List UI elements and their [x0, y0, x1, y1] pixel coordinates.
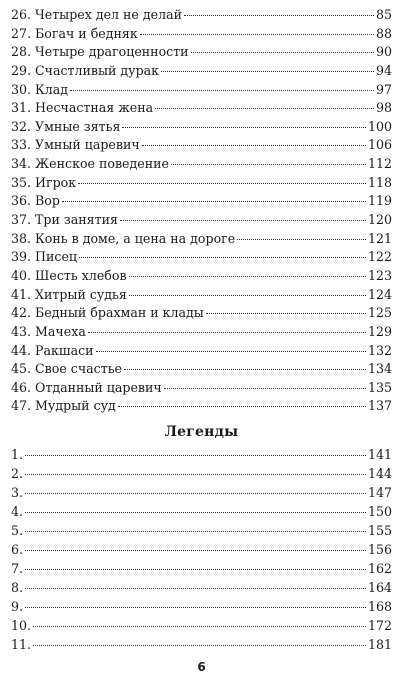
dot-leader	[88, 332, 366, 333]
toc-entry	[11, 25, 392, 44]
toc-entry-title: 11.	[11, 637, 32, 652]
toc-entry-title: 9.	[11, 599, 24, 614]
toc-entry-page: 147	[367, 485, 392, 500]
dot-leader	[206, 313, 366, 314]
toc-entry-page: 118	[367, 174, 392, 190]
toc-entry-title: 41. Хитрый судья	[11, 286, 127, 302]
toc-entry	[11, 174, 392, 193]
toc-entry	[11, 616, 392, 635]
toc-entry-title: 47. Мудрый суд	[11, 398, 116, 414]
dot-leader	[129, 295, 366, 296]
toc-entry	[11, 635, 392, 654]
dot-leader	[33, 645, 366, 646]
toc-entry	[11, 502, 392, 521]
dot-leader	[140, 34, 374, 35]
toc-entry-page: 150	[367, 504, 392, 519]
dot-leader	[78, 183, 366, 184]
toc-stories-list	[11, 6, 392, 416]
toc-entry	[11, 6, 392, 25]
toc-entry-title: 5.	[11, 523, 24, 538]
toc-entry	[11, 43, 392, 62]
toc-entry-title: 27. Богач и бедняк	[11, 25, 138, 41]
toc-entry	[11, 230, 392, 249]
toc-entry-title: 45. Свое счастье	[11, 361, 123, 377]
toc-entry	[11, 304, 392, 323]
toc-entry-title: 34. Женское поведение	[11, 156, 169, 172]
dot-leader	[164, 388, 366, 389]
toc-entry-page: 181	[367, 637, 392, 652]
toc-entry-title: 3.	[11, 485, 24, 500]
toc-entry-title: 40. Шесть хлебов	[11, 267, 127, 283]
toc-entry-title: 31. Несчастная жена	[11, 100, 154, 116]
toc-entry-page: 106	[367, 137, 392, 153]
toc-entry-page: 125	[367, 305, 392, 321]
dot-leader	[122, 127, 366, 128]
toc-entry-title: 2.	[11, 466, 24, 481]
toc-entry	[11, 323, 392, 342]
toc-entry-title: 30. Клад	[11, 81, 69, 97]
toc-entry-title: 28. Четыре драгоценности	[11, 44, 189, 60]
toc-entry-page: 164	[367, 580, 392, 595]
toc-entry-title: 32. Умные зятья	[11, 118, 121, 134]
toc-entry-page: 172	[367, 618, 392, 633]
toc-entry-title: 33. Умный царевич	[11, 137, 140, 153]
toc-entry	[11, 578, 392, 597]
toc-entry	[11, 81, 392, 100]
dot-leader	[129, 276, 366, 277]
toc-entry-page: 141	[367, 447, 392, 462]
dot-leader	[142, 145, 366, 146]
page-number: 6	[197, 660, 206, 674]
toc-entry-page: 132	[367, 342, 392, 358]
toc-entry-page: 98	[375, 100, 392, 116]
dot-leader	[155, 108, 374, 109]
dot-leader	[191, 52, 374, 53]
toc-entry-page: 155	[367, 523, 392, 538]
toc-entry	[11, 286, 392, 305]
toc-entry	[11, 248, 392, 267]
section-heading-legends: Легенды	[164, 424, 239, 440]
toc-entry-page: 120	[367, 212, 392, 228]
toc-entry	[11, 192, 392, 211]
toc-entry	[11, 540, 392, 559]
toc-entry-page: 135	[367, 379, 392, 395]
dot-leader	[25, 569, 366, 570]
toc-entry-title: 39. Писец	[11, 249, 78, 265]
toc-entry-page: 85	[375, 7, 392, 22]
dot-leader	[25, 474, 366, 475]
toc-entry	[11, 397, 392, 416]
dot-leader	[237, 239, 366, 240]
toc-entry-title: 35. Игрок	[11, 174, 77, 190]
toc-entry-page: 168	[367, 599, 392, 614]
dot-leader	[124, 369, 366, 370]
toc-entry-page: 129	[367, 323, 392, 339]
toc-entry-title: 6.	[11, 542, 24, 557]
toc-entry-title: 44. Ракшаси	[11, 342, 94, 358]
toc-entry	[11, 99, 392, 118]
toc-entry-title: 38. Конь в доме, а цена на дороге	[11, 230, 236, 246]
dot-leader	[62, 201, 366, 202]
toc-entry-page: 90	[375, 44, 392, 60]
toc-entry-title: 26. Четырех дел не делай	[11, 7, 182, 22]
dot-leader	[79, 257, 366, 258]
dot-leader	[25, 588, 366, 589]
toc-entry	[11, 445, 392, 464]
toc-entry-title: 42. Бедный брахман и клады	[11, 305, 204, 321]
toc-entry-title: 46. Отданный царевич	[11, 379, 162, 395]
toc-entry-page: 97	[375, 81, 392, 97]
toc-entry	[11, 559, 392, 578]
toc-entry-page: 88	[375, 25, 392, 41]
toc-entry	[11, 118, 392, 137]
toc-entry-title: 1.	[11, 447, 24, 462]
toc-entry-page: 123	[367, 267, 392, 283]
toc-entry-page: 119	[367, 193, 392, 209]
toc-entry-page: 100	[367, 118, 392, 134]
toc-entry	[11, 62, 392, 81]
dot-leader	[25, 531, 366, 532]
toc-entry-title: 7.	[11, 561, 24, 576]
dot-leader	[25, 512, 366, 513]
dot-leader	[161, 71, 374, 72]
dot-leader	[96, 351, 366, 352]
toc-entry-page: 94	[375, 62, 392, 78]
toc-entry-title: 37. Три занятия	[11, 212, 118, 228]
toc-entry-page: 112	[367, 156, 392, 172]
dot-leader	[25, 607, 366, 608]
dot-leader	[171, 164, 366, 165]
toc-entry-page: 122	[367, 249, 392, 265]
toc-entry	[11, 483, 392, 502]
dot-leader	[118, 406, 366, 407]
toc-entry-page: 144	[367, 466, 392, 481]
dot-leader	[25, 493, 366, 494]
toc-entry	[11, 379, 392, 398]
toc-entry	[11, 267, 392, 286]
toc-entry-title: 8.	[11, 580, 24, 595]
toc-entry	[11, 521, 392, 540]
toc-entry	[11, 342, 392, 361]
dot-leader	[184, 15, 374, 16]
toc-entry	[11, 464, 392, 483]
toc-entry-page: 124	[367, 286, 392, 302]
toc-entry-page: 137	[367, 398, 392, 414]
dot-leader	[120, 220, 366, 221]
toc-entry-title: 29. Счастливый дурак	[11, 62, 160, 78]
toc-entry	[11, 597, 392, 616]
toc-entry-page: 121	[367, 230, 392, 246]
toc-entry-page: 156	[367, 542, 392, 557]
toc-entry	[11, 211, 392, 230]
toc-entry-title: 43. Мачеха	[11, 323, 86, 339]
toc-entry-title: 10.	[11, 618, 32, 633]
dot-leader	[25, 550, 366, 551]
toc-entry-title: 36. Вор	[11, 193, 60, 209]
toc-entry	[11, 136, 392, 155]
toc-entry-page: 134	[367, 361, 392, 377]
dot-leader	[33, 626, 366, 627]
toc-entry	[11, 155, 392, 174]
toc-entry	[11, 360, 392, 379]
toc-entry-page: 162	[367, 561, 392, 576]
dot-leader	[70, 90, 374, 91]
toc-entry-title: 4.	[11, 504, 24, 519]
toc-legends-list	[11, 445, 392, 654]
dot-leader	[25, 455, 366, 456]
